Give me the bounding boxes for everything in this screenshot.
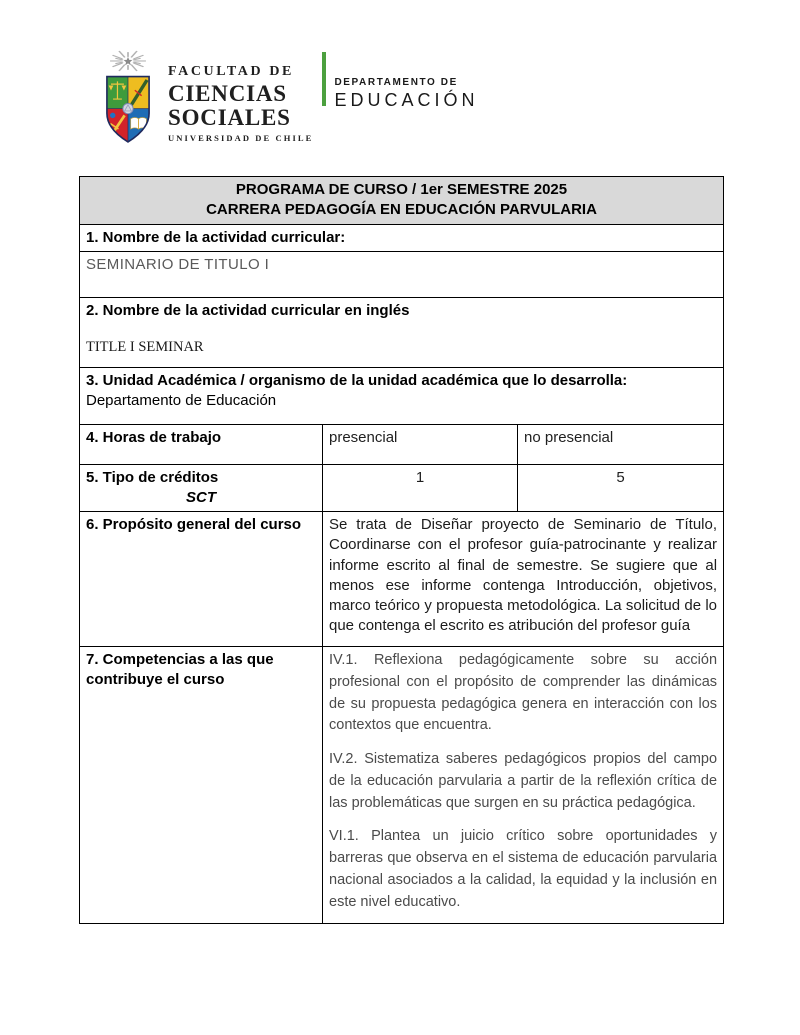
university-name: UNIVERSIDAD DE CHILE	[168, 133, 314, 143]
course-name-english-value: TITLE I SEMINAR	[86, 339, 204, 355]
course-program-table	[79, 176, 724, 924]
competency-paragraph: IV.1. Reflexiona pedagógicamente sobre su acción profesional con el propósito de comprender las dinámicas de su propuesta pedagógica genera en interacción con los contextos que encuentra.	[329, 652, 718, 734]
credit-no-presencial-value: 5	[518, 464, 724, 512]
program-title-line2: CARRERA PEDAGOGÍA EN EDUCACIÓN PARVULARIA	[206, 201, 597, 219]
course-purpose-text: Se trata de Diseñar proyecto de Seminario de Título, Coordinarse con el profesor guía-patrocinante y realizar informe escrito al final de semestre. Se sugiere que al menos ese informe contenga Introducción, objetivos, marco teórico y propuesta metodológica. La solicitud de lo que contenga el escrito es atribución del profesor guía	[323, 512, 724, 647]
program-title-line1: PROGRAMA DE CURSO / 1er SEMESTRE 2025	[235, 181, 568, 198]
department-line1: DEPARTAMENTO DE	[334, 77, 458, 88]
academic-unit-label: 3. Unidad Académica / organismo de la unidad académica que lo desarrolla:	[86, 371, 628, 389]
work-hours-presencial: presencial	[323, 424, 518, 464]
row-course-purpose	[80, 512, 724, 647]
credit-type-label: 5. Tipo de créditos	[86, 468, 219, 486]
table-header-row	[80, 177, 724, 225]
row-competencies	[80, 647, 724, 924]
course-purpose-label: 6. Propósito general del curso	[80, 512, 323, 647]
faculty-line1: FACULTAD DE	[168, 64, 294, 79]
university-logo	[94, 46, 478, 146]
faculty-name-block	[168, 64, 313, 143]
university-crest-icon	[94, 46, 162, 146]
row-credit-type	[80, 464, 724, 512]
course-name-english-cell	[80, 297, 724, 367]
logo-divider-bar	[322, 52, 326, 106]
work-hours-label: 4. Horas de trabajo	[80, 424, 323, 464]
row-course-name-english	[80, 297, 724, 367]
department-line2: EDUCACIÓN	[334, 90, 479, 110]
faculty-line2: CIENCIAS	[168, 81, 287, 106]
competencies-cell	[323, 647, 724, 924]
course-name-english-label: 2. Nombre de la actividad curricular en inglés	[86, 301, 410, 319]
row-work-hours	[80, 424, 724, 464]
row-course-name-label	[80, 224, 724, 251]
faculty-line3: SOCIALES	[168, 105, 291, 130]
competency-paragraph: VI.1. Plantea un juicio crítico sobre oportunidades y barreras que observa en el sistema de educación parvularia nacional asociados a la calidad, la equidad y la inclusión en este nivel educativo.	[329, 828, 718, 910]
credit-type-sct: SCT	[186, 488, 216, 506]
work-hours-no-presencial: no presencial	[518, 424, 724, 464]
course-name-label: 1. Nombre de la actividad curricular:	[80, 224, 724, 251]
competencies-label: 7. Competencias a las que contribuye el curso	[80, 647, 323, 924]
row-course-name-value	[80, 251, 724, 297]
credit-presencial-value: 1	[323, 464, 518, 512]
academic-unit-cell	[80, 367, 724, 424]
row-academic-unit	[80, 367, 724, 424]
competency-paragraph: IV.2. Sistematiza saberes pedagógicos propios del campo de la educación parvularia a partir de la reflexión crítica de las problemáticas que surgen en su práctica pedagógica.	[329, 751, 718, 811]
course-name-value: SEMINARIO DE TITULO I	[80, 251, 724, 297]
department-name-block	[334, 77, 478, 111]
academic-unit-value: Departamento de Educación	[86, 391, 277, 409]
credit-type-cell	[80, 464, 323, 512]
table-header	[80, 177, 724, 225]
